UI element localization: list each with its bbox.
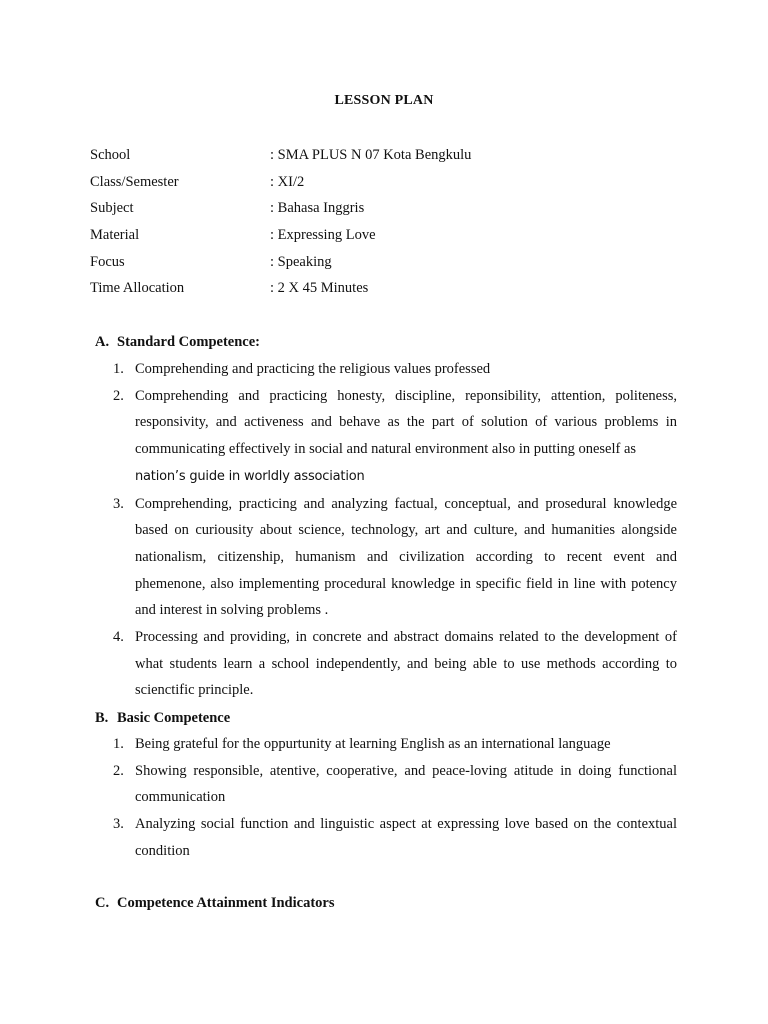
info-label: Class/Semester xyxy=(90,173,179,190)
section-letter: A. xyxy=(95,334,110,350)
info-value: : 2 X 45 Minutes xyxy=(270,280,369,297)
info-value: : SMA PLUS N 07 Kota Bengkulu xyxy=(270,147,472,163)
section-letter: B. xyxy=(95,710,109,726)
item-number: 2. xyxy=(113,762,124,779)
list-item xyxy=(113,491,677,625)
info-table xyxy=(90,146,690,306)
section-c-heading xyxy=(95,894,334,912)
info-value: : Expressing Love xyxy=(270,227,376,244)
item-number: 3. xyxy=(113,495,124,512)
standard-competence-list xyxy=(113,356,677,704)
info-row-focus xyxy=(90,253,690,280)
item-number: 1. xyxy=(113,361,124,377)
info-row-subject xyxy=(90,199,690,226)
info-label: Material xyxy=(90,227,140,244)
document-title: LESSON PLAN xyxy=(334,93,434,108)
info-row-school xyxy=(90,146,690,173)
list-item xyxy=(113,758,677,811)
info-label: Subject xyxy=(90,200,134,217)
item-number: 1. xyxy=(113,736,124,752)
item-text-tail: nation’s guide in worldly association xyxy=(135,468,365,484)
section-title: Standard Competence: xyxy=(117,334,260,350)
section-letter: C. xyxy=(95,895,110,911)
info-row-class-semester xyxy=(90,173,690,200)
list-item xyxy=(113,731,677,758)
info-value: : Bahasa Inggris xyxy=(270,200,365,217)
info-row-material xyxy=(90,226,690,253)
item-text: Comprehending, practicing and analyzing factual, conceptual, and prosedural knowledge based on curiousity about science, technology, art and culture, and humanities alongside nationalism, citizenship, humanism and civilization according to recent event and phemenone, also implementing procedural knowledge in specific field in line with potency and interest in solving problems . xyxy=(135,495,677,619)
list-item xyxy=(113,356,677,383)
section-b-heading xyxy=(95,709,230,727)
section-title: Basic Competence xyxy=(117,710,231,726)
item-text: Comprehending and practicing the religious values professed xyxy=(135,361,491,377)
item-text: Processing and providing, in concrete and abstract domains related to the development of what students learn a school independently, and being able to use methods according to scienctific principle. xyxy=(135,629,677,699)
item-text: Comprehending and practicing honesty, discipline, reponsibility, attention, politeness, responsivity, and activeness and behave as the part of solution of various problems in communicating effectively in social and natural environment also in putting oneself as xyxy=(135,387,677,458)
item-text: Analyzing social function and linguistic aspect at expressing love based on the contextual condition xyxy=(135,816,677,859)
basic-competence-list xyxy=(113,731,677,865)
item-number: 4. xyxy=(113,629,124,646)
item-number: 2. xyxy=(113,387,124,404)
list-item xyxy=(113,811,677,864)
section-title: Competence Attainment Indicators xyxy=(117,895,335,911)
section-a-heading xyxy=(95,333,260,351)
info-value: : XI/2 xyxy=(270,173,305,190)
info-value: : Speaking xyxy=(270,253,332,270)
info-label: Focus xyxy=(90,253,125,270)
info-row-time-allocation xyxy=(90,279,690,306)
item-number: 3. xyxy=(113,816,124,833)
info-label: School xyxy=(90,147,131,163)
item-text: Being grateful for the oppurtunity at learning English as an international language xyxy=(135,736,611,752)
item-text: Showing responsible, atentive, cooperative, and peace-loving atitude in doing functional communication xyxy=(135,762,677,806)
list-item xyxy=(113,383,677,491)
info-label: Time Allocation xyxy=(90,280,185,297)
list-item xyxy=(113,624,677,704)
